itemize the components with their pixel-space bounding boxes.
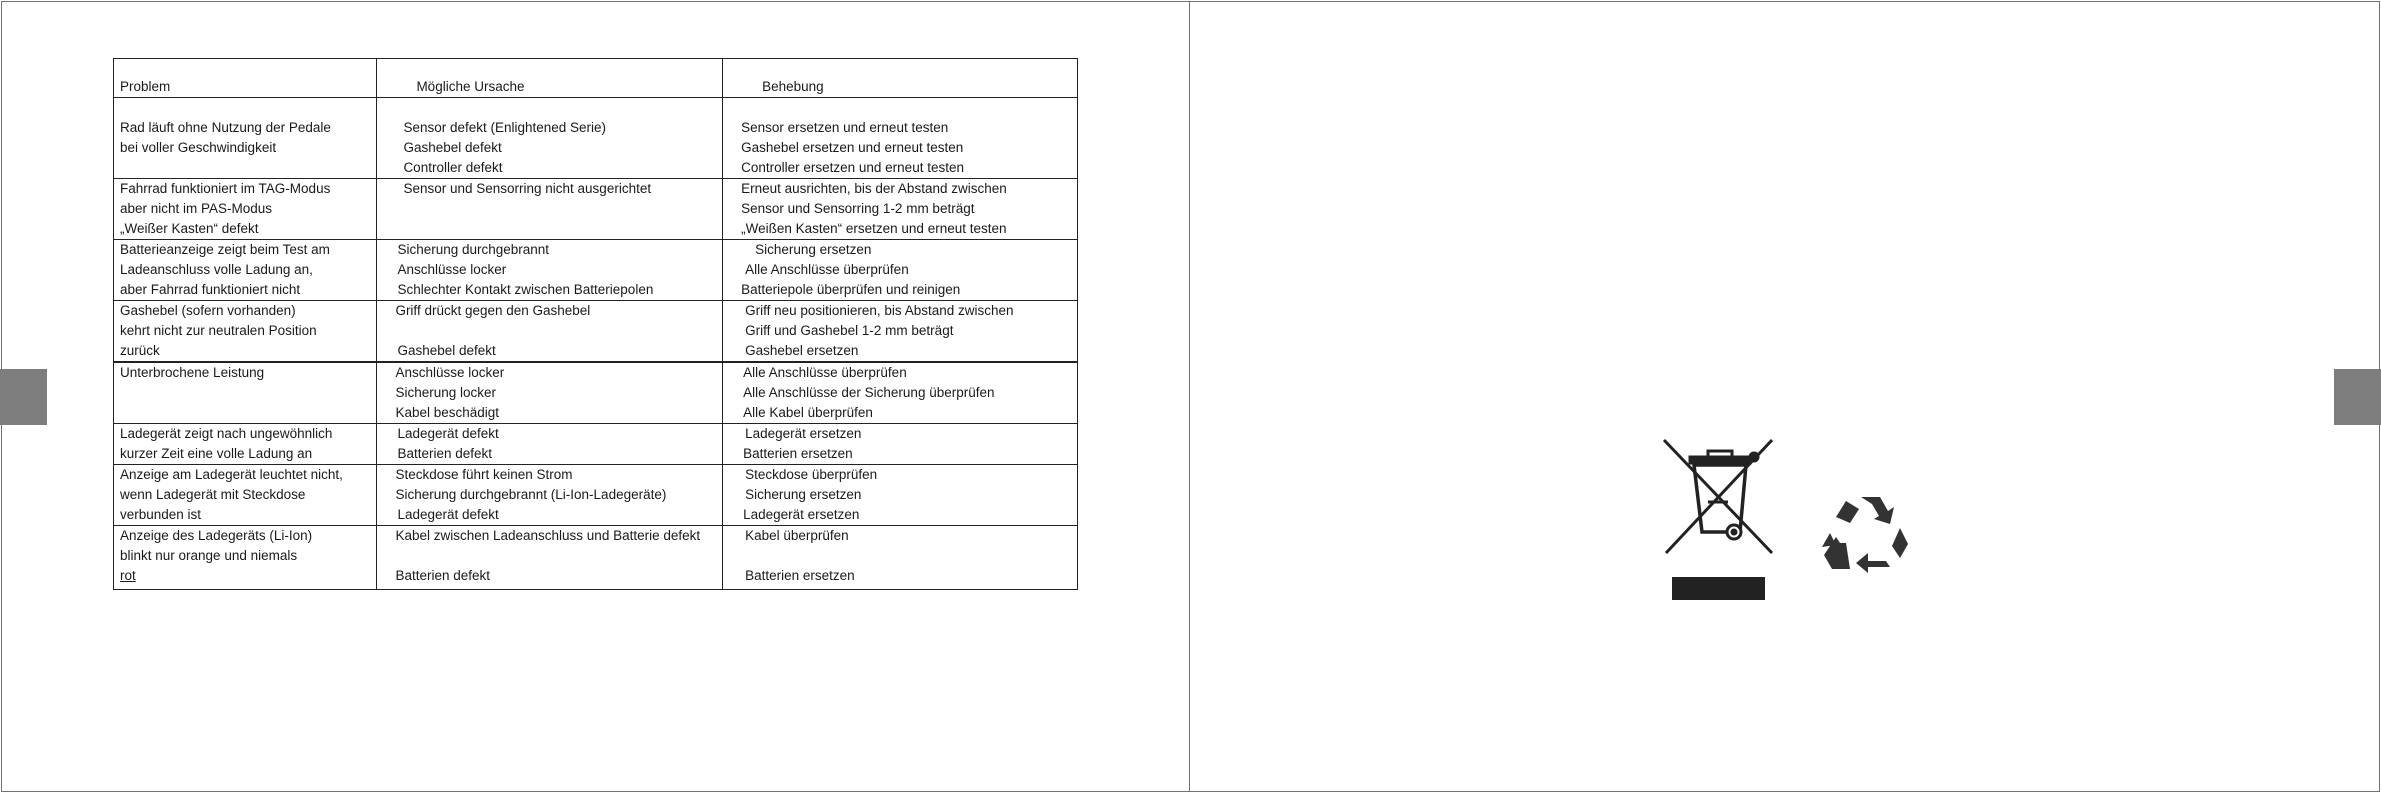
fix-cell xyxy=(723,465,1078,526)
problem-line: Rad läuft ohne Nutzung der Pedale xyxy=(120,120,331,135)
problem-cell xyxy=(114,526,377,590)
fix-line: Alle Anschlüsse überprüfen xyxy=(745,262,909,277)
cause-line: Sicherung locker xyxy=(395,385,496,400)
problem-line: aber nicht im PAS-Modus xyxy=(120,201,273,216)
problem-cell xyxy=(114,179,377,240)
problem-line: bei voller Geschwindigkeit xyxy=(120,140,277,155)
problem-cell xyxy=(114,240,377,301)
cause-line: Kabel zwischen Ladeanschluss und Batterie defekt xyxy=(395,528,701,543)
cause-line: Ladegerät defekt xyxy=(397,426,499,441)
fix-line: Batterien ersetzen xyxy=(743,446,853,461)
fix-line: Kabel überprüfen xyxy=(745,528,849,543)
cause-cell xyxy=(377,465,723,526)
problem-line: rot xyxy=(120,568,136,583)
problem-cell xyxy=(114,465,377,526)
fix-cell xyxy=(723,424,1078,465)
recycling-icon xyxy=(1822,497,1908,573)
problem-line: wenn Ladegerät mit Steckdose xyxy=(120,487,306,502)
fix-line: Alle Anschlüsse überprüfen xyxy=(743,365,907,380)
page-tab-left xyxy=(0,369,47,425)
problem-cell xyxy=(114,98,377,179)
cause-line: Gashebel defekt xyxy=(397,343,496,358)
cause-line: Sensor und Sensorring nicht ausgerichtet xyxy=(403,181,652,196)
cause-line: Sicherung durchgebrannt xyxy=(397,242,550,257)
fix-line: Sensor und Sensorring 1-2 mm beträgt xyxy=(741,201,975,216)
fix-line: Sicherung ersetzen xyxy=(745,487,862,502)
table-row xyxy=(114,465,1078,526)
table-row xyxy=(114,362,1078,424)
cause-line: Batterien defekt xyxy=(397,446,492,461)
fix-line: Ladegerät ersetzen xyxy=(743,507,860,522)
problem-line: kurzer Zeit eine volle Ladung an xyxy=(120,446,313,461)
problem-cell xyxy=(114,424,377,465)
problem-line: Fahrrad funktioniert im TAG-Modus xyxy=(120,181,331,196)
cause-line: Anschlüsse locker xyxy=(397,262,507,277)
right-page xyxy=(1189,1,2380,792)
problem-line: „Weißer Kasten“ defekt xyxy=(120,221,259,236)
disposal-symbols xyxy=(1660,437,1920,607)
cause-cell xyxy=(377,179,723,240)
fix-line: Alle Kabel überprüfen xyxy=(743,405,873,420)
header-fix: Behebung xyxy=(723,59,1078,98)
header-problem: Problem xyxy=(114,59,377,98)
fix-line: Erneut ausrichten, bis der Abstand zwischen xyxy=(741,181,1007,196)
problem-line: Anzeige des Ladegeräts (Li-Ion) xyxy=(120,528,313,543)
cause-line xyxy=(383,321,718,341)
fix-cell xyxy=(723,526,1078,590)
fix-line: Gashebel ersetzen xyxy=(745,343,859,358)
fix-cell xyxy=(723,179,1078,240)
cause-line: Anschlüsse locker xyxy=(395,365,505,380)
problem-line: Ladeanschluss volle Ladung an, xyxy=(120,262,313,277)
problem-line: Ladegerät zeigt nach ungewöhnlich xyxy=(120,426,333,441)
cause-line: Kabel beschädigt xyxy=(395,405,500,420)
fix-line: Sensor ersetzen und erneut testen xyxy=(741,120,949,135)
cause-cell xyxy=(377,301,723,363)
fix-line xyxy=(729,546,1073,566)
fix-line: Ladegerät ersetzen xyxy=(745,426,862,441)
fix-line: Griff und Gashebel 1-2 mm beträgt xyxy=(745,323,954,338)
problem-cell xyxy=(114,301,377,363)
fix-cell xyxy=(723,301,1078,363)
cause-line: Steckdose führt keinen Strom xyxy=(395,467,573,482)
fix-cell xyxy=(723,240,1078,301)
table-row xyxy=(114,98,1078,179)
crossed-out-wheelie-bin-icon xyxy=(1664,440,1772,600)
problem-line: verbunden ist xyxy=(120,507,202,522)
fix-line: Steckdose überprüfen xyxy=(745,467,878,482)
fix-line: Gashebel ersetzen und erneut testen xyxy=(741,140,964,155)
problem-line: zurück xyxy=(120,343,160,358)
cause-cell xyxy=(377,98,723,179)
header-cause: Mögliche Ursache xyxy=(377,59,723,98)
problem-line: blinkt nur orange und niemals xyxy=(120,548,298,563)
cause-line: Gashebel defekt xyxy=(403,140,502,155)
cause-line: Griff drückt gegen den Gashebel xyxy=(395,303,591,318)
table-row xyxy=(114,179,1078,240)
table-row xyxy=(114,526,1078,590)
cause-line xyxy=(383,546,718,566)
cause-line: Batterien defekt xyxy=(395,568,490,583)
table-row xyxy=(114,424,1078,465)
problem-line: Batterieanzeige zeigt beim Test am xyxy=(120,242,330,257)
problem-line: Unterbrochene Leistung xyxy=(120,365,265,380)
problem-line: kehrt nicht zur neutralen Position xyxy=(120,323,317,338)
cause-cell xyxy=(377,526,723,590)
cause-cell xyxy=(377,240,723,301)
fix-line: Griff neu positionieren, bis Abstand zwischen xyxy=(745,303,1014,318)
problem-line: Anzeige am Ladegerät leuchtet nicht, xyxy=(120,467,343,482)
cause-cell xyxy=(377,362,723,424)
page-tab-right xyxy=(2334,369,2381,425)
cause-line: Controller defekt xyxy=(403,160,503,175)
fix-cell xyxy=(723,362,1078,424)
table-row xyxy=(114,240,1078,301)
cause-line: Ladegerät defekt xyxy=(397,507,499,522)
problem-cell xyxy=(114,362,377,424)
fix-line: Sicherung ersetzen xyxy=(755,242,872,257)
fix-cell xyxy=(723,98,1078,179)
problem-line: Gashebel (sofern vorhanden) xyxy=(120,303,296,318)
cause-line: Sicherung durchgebrannt (Li-Ion-Ladegeräte) xyxy=(395,487,667,502)
cause-cell xyxy=(377,424,723,465)
fix-line: Batteriepole überprüfen und reinigen xyxy=(741,282,961,297)
fix-line: „Weißen Kasten“ ersetzen und erneut testen xyxy=(741,221,1007,236)
table-header-row xyxy=(114,59,1078,98)
cause-line: Schlechter Kontakt zwischen Batteriepolen xyxy=(397,282,654,297)
table-row xyxy=(114,301,1078,363)
fix-line: Controller ersetzen und erneut testen xyxy=(741,160,964,175)
troubleshooting-table xyxy=(113,58,1078,590)
problem-line: aber Fahrrad funktioniert nicht xyxy=(120,282,301,297)
fix-line: Batterien ersetzen xyxy=(745,568,855,583)
cause-line: Sensor defekt (Enlightened Serie) xyxy=(403,120,607,135)
fix-line: Alle Anschlüsse der Sicherung überprüfen xyxy=(743,385,995,400)
